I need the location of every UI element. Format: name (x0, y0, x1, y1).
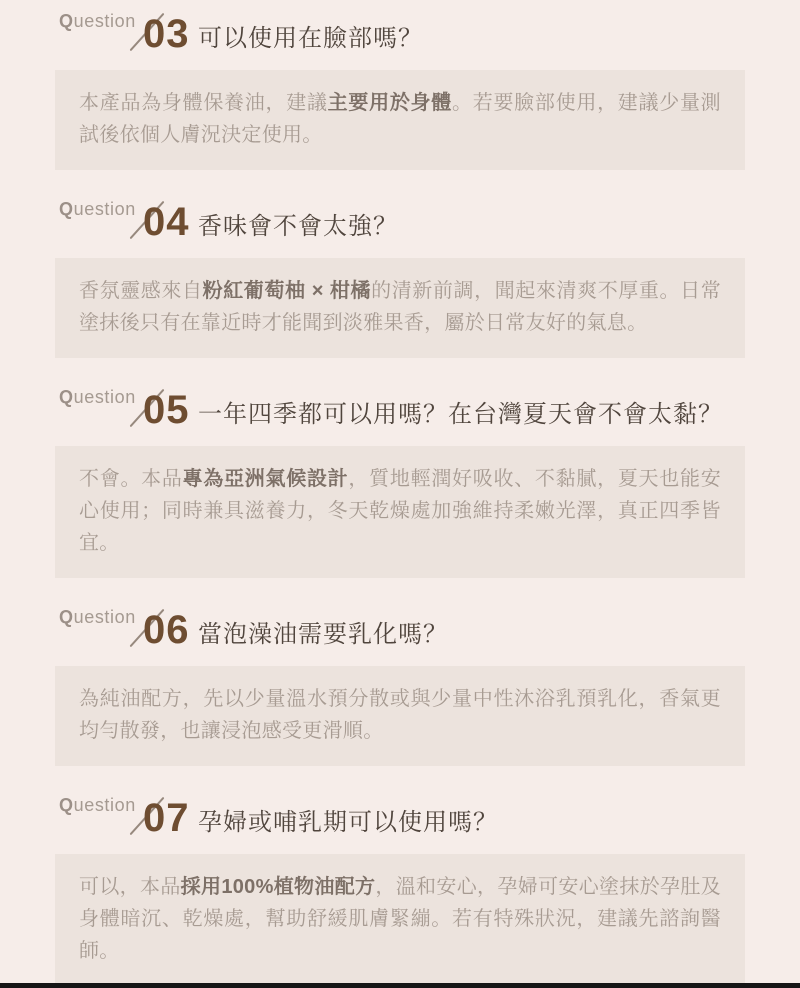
question-number: 05 (143, 388, 190, 432)
question-number: 07 (143, 796, 190, 840)
faq-item-06 (0, 604, 800, 766)
question-title: 當泡澡油需要乳化嗎？ (198, 621, 448, 648)
question-label: Question (59, 11, 136, 31)
question-title: 孕婦或哺乳期可以使用嗎？ (198, 809, 498, 836)
answer-box-07: 可以，本品採用100%植物油配方，溫和安心，孕婦可安心塗抹於孕肚及身體暗沉、乾燥處，幫助舒緩肌膚緊繃。若有特殊狀況，建議先諮詢醫師。 (55, 854, 745, 986)
question-label: Question (59, 795, 136, 815)
question-title: 可以使用在臉部嗎？ (198, 25, 423, 52)
question-number: 03 (143, 12, 190, 56)
faq-header-07 (0, 792, 800, 854)
answer-box-06: 為純油配方，先以少量溫水預分散或與少量中性沐浴乳預乳化，香氣更均勻散發，也讓浸泡感受更滑順。 (55, 666, 745, 766)
question-label: Question (59, 387, 136, 407)
faq-header-05 (0, 384, 800, 446)
answer-box-03: 本產品為身體保養油，建議主要用於身體。若要臉部使用，建議少量測試後依個人膚況決定使用。 (55, 70, 745, 170)
faq-header-04 (0, 196, 800, 258)
faq-item-03 (0, 8, 800, 170)
faq-item-05 (0, 384, 800, 578)
question-title: 一年四季都可以用嗎？在台灣夏天會不會太黏？ (198, 401, 723, 428)
question-label: Question (59, 199, 136, 219)
question-label: Question (59, 607, 136, 627)
faq-header-03 (0, 8, 800, 70)
faq-header-06 (0, 604, 800, 666)
bottom-divider-bar (0, 983, 800, 988)
question-number: 06 (143, 608, 190, 652)
answer-box-04: 香氛靈感來自粉紅葡萄柚 × 柑橘的清新前調，聞起來清爽不厚重。日常塗抹後只有在靠近時才能聞到淡雅果香，屬於日常友好的氣息。 (55, 258, 745, 358)
question-number: 04 (143, 200, 190, 244)
question-title: 香味會不會太強？ (198, 213, 398, 240)
faq-item-07 (0, 792, 800, 986)
answer-box-05: 不會。本品專為亞洲氣候設計，質地輕潤好吸收、不黏膩，夏天也能安心使用；同時兼具滋養力，冬天乾燥處加強維持柔嫩光澤，真正四季皆宜。 (55, 446, 745, 578)
faq-item-04 (0, 196, 800, 358)
